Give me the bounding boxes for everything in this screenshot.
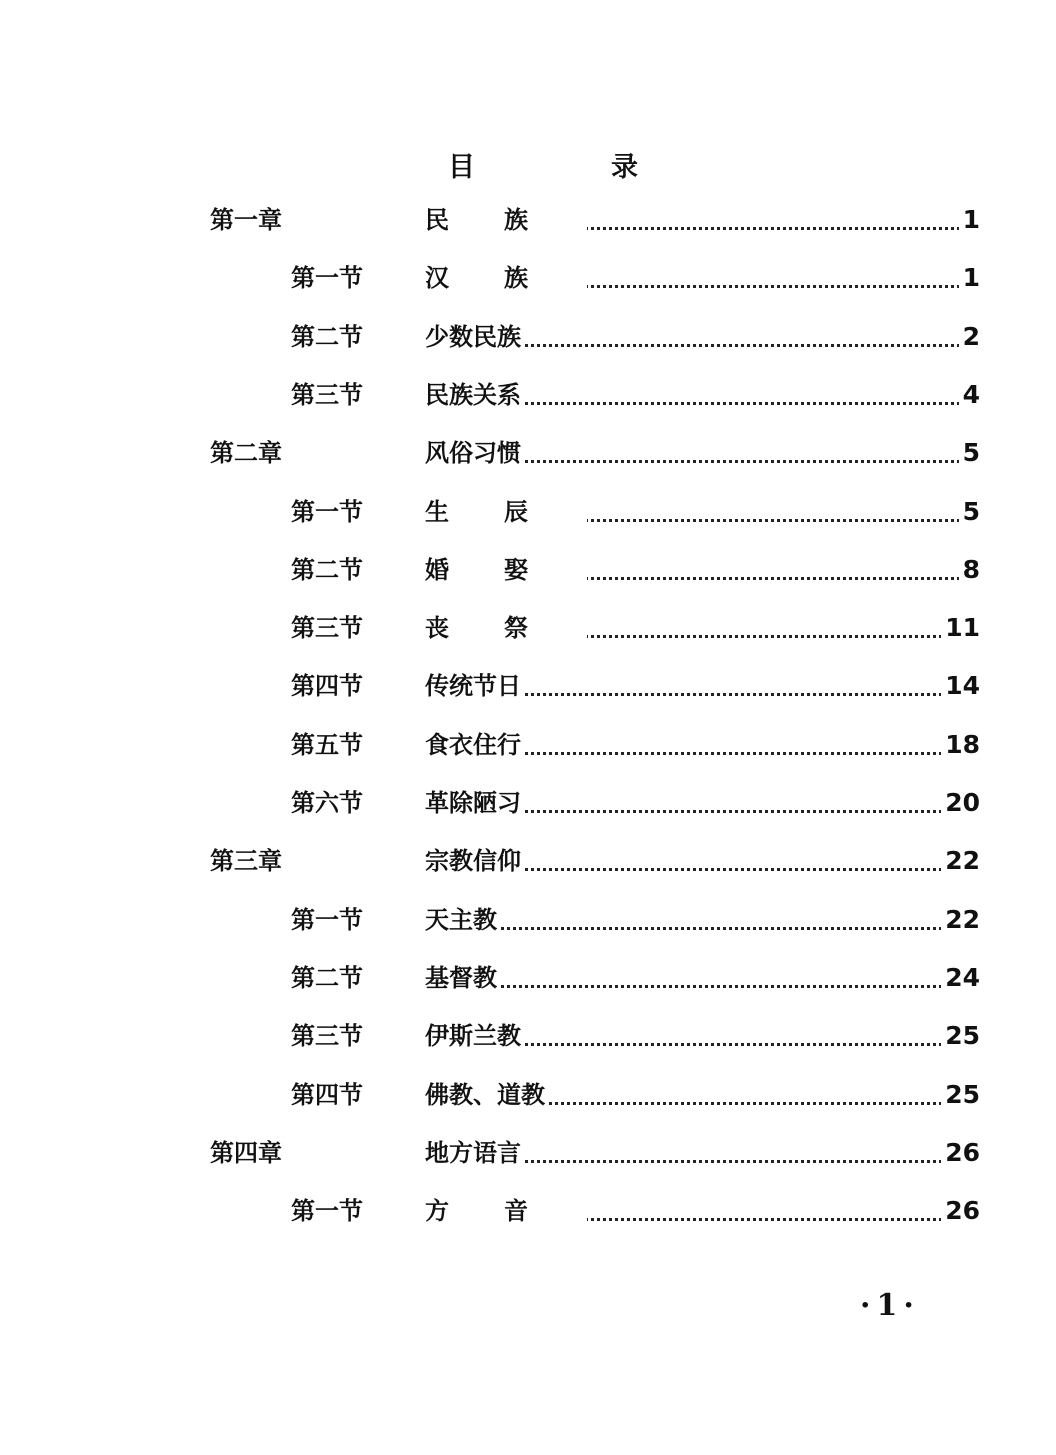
section-label: 第四节 <box>291 671 363 701</box>
toc-entry <box>0 258 1056 298</box>
chapter-label: 第三章 <box>210 846 282 876</box>
toc-heading: 伊斯兰教 <box>425 1016 525 1056</box>
toc-page-number: 25 <box>941 1075 980 1115</box>
section-label: 第二节 <box>291 962 363 992</box>
toc-page-number: 25 <box>941 1016 980 1056</box>
title-char-mu: 目 <box>448 152 475 183</box>
chapter-label: 第一章 <box>210 205 282 234</box>
toc-entry <box>0 317 1056 357</box>
toc-entry <box>0 666 1056 706</box>
toc-entry <box>0 783 1056 823</box>
section-label: 第二节 <box>291 321 363 351</box>
toc-page-number: 14 <box>941 666 980 706</box>
toc-entry <box>0 900 1056 940</box>
toc-entry <box>0 1191 1056 1231</box>
toc-entry <box>0 200 1056 240</box>
toc-entry <box>0 550 1056 590</box>
section-label: 第二节 <box>291 554 363 584</box>
toc-page-number: 26 <box>941 1133 980 1173</box>
toc-heading: 天主教 <box>425 900 501 940</box>
page-title <box>0 148 1056 188</box>
toc-page-number: 1 <box>959 200 980 240</box>
toc-entry <box>0 1133 1056 1173</box>
toc-heading: 风俗习惯 <box>425 433 525 473</box>
toc-page-number: 26 <box>941 1191 980 1231</box>
toc-entry <box>0 841 1056 881</box>
toc-heading: 民族 <box>425 200 587 240</box>
toc-page-number: 2 <box>959 317 980 357</box>
toc-page-number: 5 <box>959 492 980 532</box>
toc-heading: 汉族 <box>425 258 587 298</box>
toc-heading: 丧祭 <box>425 608 587 648</box>
toc-heading: 革除陋习 <box>425 783 525 823</box>
toc-page-number: 1 <box>959 258 980 298</box>
toc-page-number: 24 <box>941 958 980 998</box>
toc-page-number: 18 <box>941 725 980 765</box>
toc-entry <box>0 608 1056 648</box>
toc-heading: 食衣住行 <box>425 725 525 765</box>
toc-page-number: 22 <box>941 841 980 881</box>
toc-entry <box>0 433 1056 473</box>
toc-heading: 方音 <box>425 1191 587 1231</box>
toc-heading: 地方语言 <box>425 1133 525 1173</box>
toc-page-number: 5 <box>959 433 980 473</box>
toc-entry <box>0 725 1056 765</box>
toc-page-number: 20 <box>941 783 980 823</box>
section-label: 第一节 <box>291 496 363 526</box>
section-label: 第六节 <box>291 788 363 817</box>
title-char-lu: 录 <box>611 152 638 183</box>
toc-entry <box>0 492 1056 532</box>
section-label: 第五节 <box>291 729 363 759</box>
toc-heading: 婚娶 <box>425 550 587 590</box>
toc-entry <box>0 375 1056 415</box>
toc-entry <box>0 1016 1056 1056</box>
section-label: 第三节 <box>291 379 363 409</box>
toc-heading: 宗教信仰 <box>425 841 525 881</box>
toc-heading: 少数民族 <box>425 317 525 357</box>
toc-heading: 民族关系 <box>425 375 525 415</box>
toc-page-number: 8 <box>959 550 980 590</box>
chapter-label: 第二章 <box>210 438 282 468</box>
toc-page-number: 22 <box>941 900 980 940</box>
section-label: 第一节 <box>291 904 363 934</box>
toc-page-number: 4 <box>959 375 980 415</box>
toc-page-number: 11 <box>941 608 980 648</box>
section-label: 第一节 <box>291 263 363 293</box>
toc-heading: 生辰 <box>425 492 587 532</box>
section-label: 第四节 <box>291 1079 363 1109</box>
page-number-footer: ·1· <box>860 1288 920 1323</box>
section-label: 第三节 <box>291 1021 363 1051</box>
toc-heading: 传统节日 <box>425 666 525 706</box>
toc-heading: 佛教、道教 <box>425 1075 549 1115</box>
section-label: 第一节 <box>291 1196 363 1226</box>
section-label: 第三节 <box>291 613 363 643</box>
dot-leader <box>430 927 966 930</box>
toc-heading: 基督教 <box>425 958 501 998</box>
toc-entry <box>0 958 1056 998</box>
toc-entry <box>0 1075 1056 1115</box>
dot-leader <box>430 985 966 988</box>
chapter-label: 第四章 <box>210 1137 282 1167</box>
